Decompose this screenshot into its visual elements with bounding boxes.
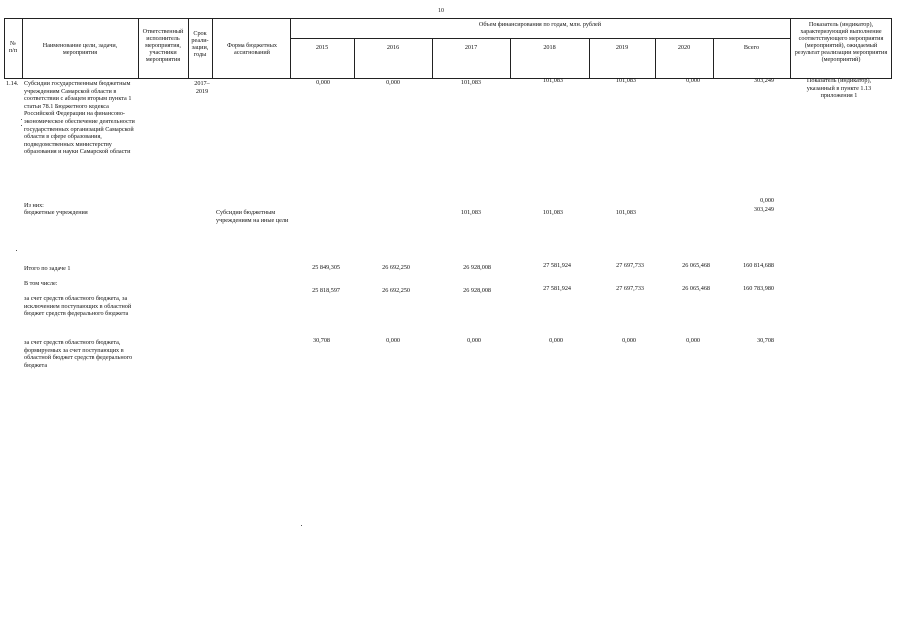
regional-2019: 27 697,733 [616,285,644,292]
total-task-2016: 26 692,250 [382,264,410,271]
page-number: 10 [438,8,444,14]
row-114-2015: 0,000 [316,79,330,86]
regional-2016: 26 692,250 [382,287,410,294]
of-them-label: Из них: [24,202,44,209]
row-114-name: Субсидии государственным бюджетным учреждениям Самарской области в соответствии с абзацем вторым пункта 1 статьи 78.1 Бюджетного кодекса Российской Федерации на финансово-экономическое обеспечение деятельности государственных организаций Самарской области в сфере образования, подведомственных министерству образования и науки Самарской области [24,80,135,156]
header-name: Наименование цели, задачи, мероприятия [42,42,118,56]
federal-2017: 0,000 [467,337,481,344]
budget-2017: 101,083 [460,209,481,216]
total-task-2018: 27 581,924 [543,262,571,269]
row-114-2019: 101,083 [615,77,636,84]
header-total: Всего [743,44,760,51]
header-year-2015: 2015 [315,44,329,51]
header-responsible: Ответственный исполнитель мероприятия, участники мероприятия [142,28,184,63]
header-number: № п/п [8,40,18,54]
regional-2017: 26 928,008 [463,287,491,294]
row-114-2018: 101,083 [542,77,563,84]
federal-2019: 0,000 [622,337,636,344]
federal-name: за счет средств областного бюджета, формируемых за счет поступающих в областной бюджет средств федерального бюджета [24,339,133,369]
federal-total: 30,708 [756,337,774,344]
header-term: Срок реали-зации, годы [191,30,209,58]
header-year-2017: 2017 [464,44,478,51]
row-114-2016: 0,000 [386,79,400,86]
federal-2016: 0,000 [386,337,400,344]
regional-2020: 26 065,468 [682,285,710,292]
header-year-2018: 2018 [543,44,556,51]
budget-total: 303,249 [753,206,774,213]
row-114-2020: 0,000 [686,77,700,84]
table-header [4,18,892,78]
federal-2015: 30,708 [312,337,330,344]
regional-name: за счет средств областного бюджета, за исключением поступающих в областной бюджет средств федерального бюджета [24,295,132,318]
row-114-total: 303,249 [753,77,774,84]
header-year-2016: 2016 [386,44,400,51]
budget-2018: 101,083 [542,209,563,216]
row-114-indicator: Показатель (индикатор), указанный в пункте 1.13 приложения 1 [806,77,872,100]
budget-institutions-name: бюджетные учреждения [24,209,88,216]
total-task-label: Итого по задаче 1 [24,265,71,272]
header-funding-title: Объем финансирования по годам, млн. рублей [478,21,602,28]
row-114-number: 1.14. [6,80,19,87]
of-them-total: 0,000 [760,197,774,204]
header-form: Форма бюджетных ассигнований [227,42,277,56]
total-task-2015: 25 849,305 [312,264,340,271]
regional-total: 160 783,980 [743,285,774,292]
budget-institutions-form: Субсидии бюджетным учреждениям на иные цели [216,209,289,224]
header-indicator: Показатель (индикатор), характеризующий выполнение соответствующего мероприятия (мероприятий), ожидаемый результат реализации мероприятия (мероприятий) [794,21,888,63]
regional-2015: 25 818,597 [312,287,340,294]
regional-2018: 27 581,924 [543,285,571,292]
total-task-total: 160 814,688 [743,262,774,269]
row-114-2017: 101,083 [460,79,481,86]
budget-2019: 101,083 [615,209,636,216]
total-task-2019: 27 697,733 [616,262,644,269]
total-task-2017: 26 928,008 [463,264,491,271]
header-year-2019: 2019 [615,44,629,51]
federal-2018: 0,000 [549,337,563,344]
total-task-2020: 26 065,468 [682,262,710,269]
header-year-2020: 2020 [677,44,691,51]
federal-2020: 0,000 [686,337,700,344]
including-label: В том числе: [24,280,58,287]
row-114-term: 2017– 2019 [194,80,210,95]
